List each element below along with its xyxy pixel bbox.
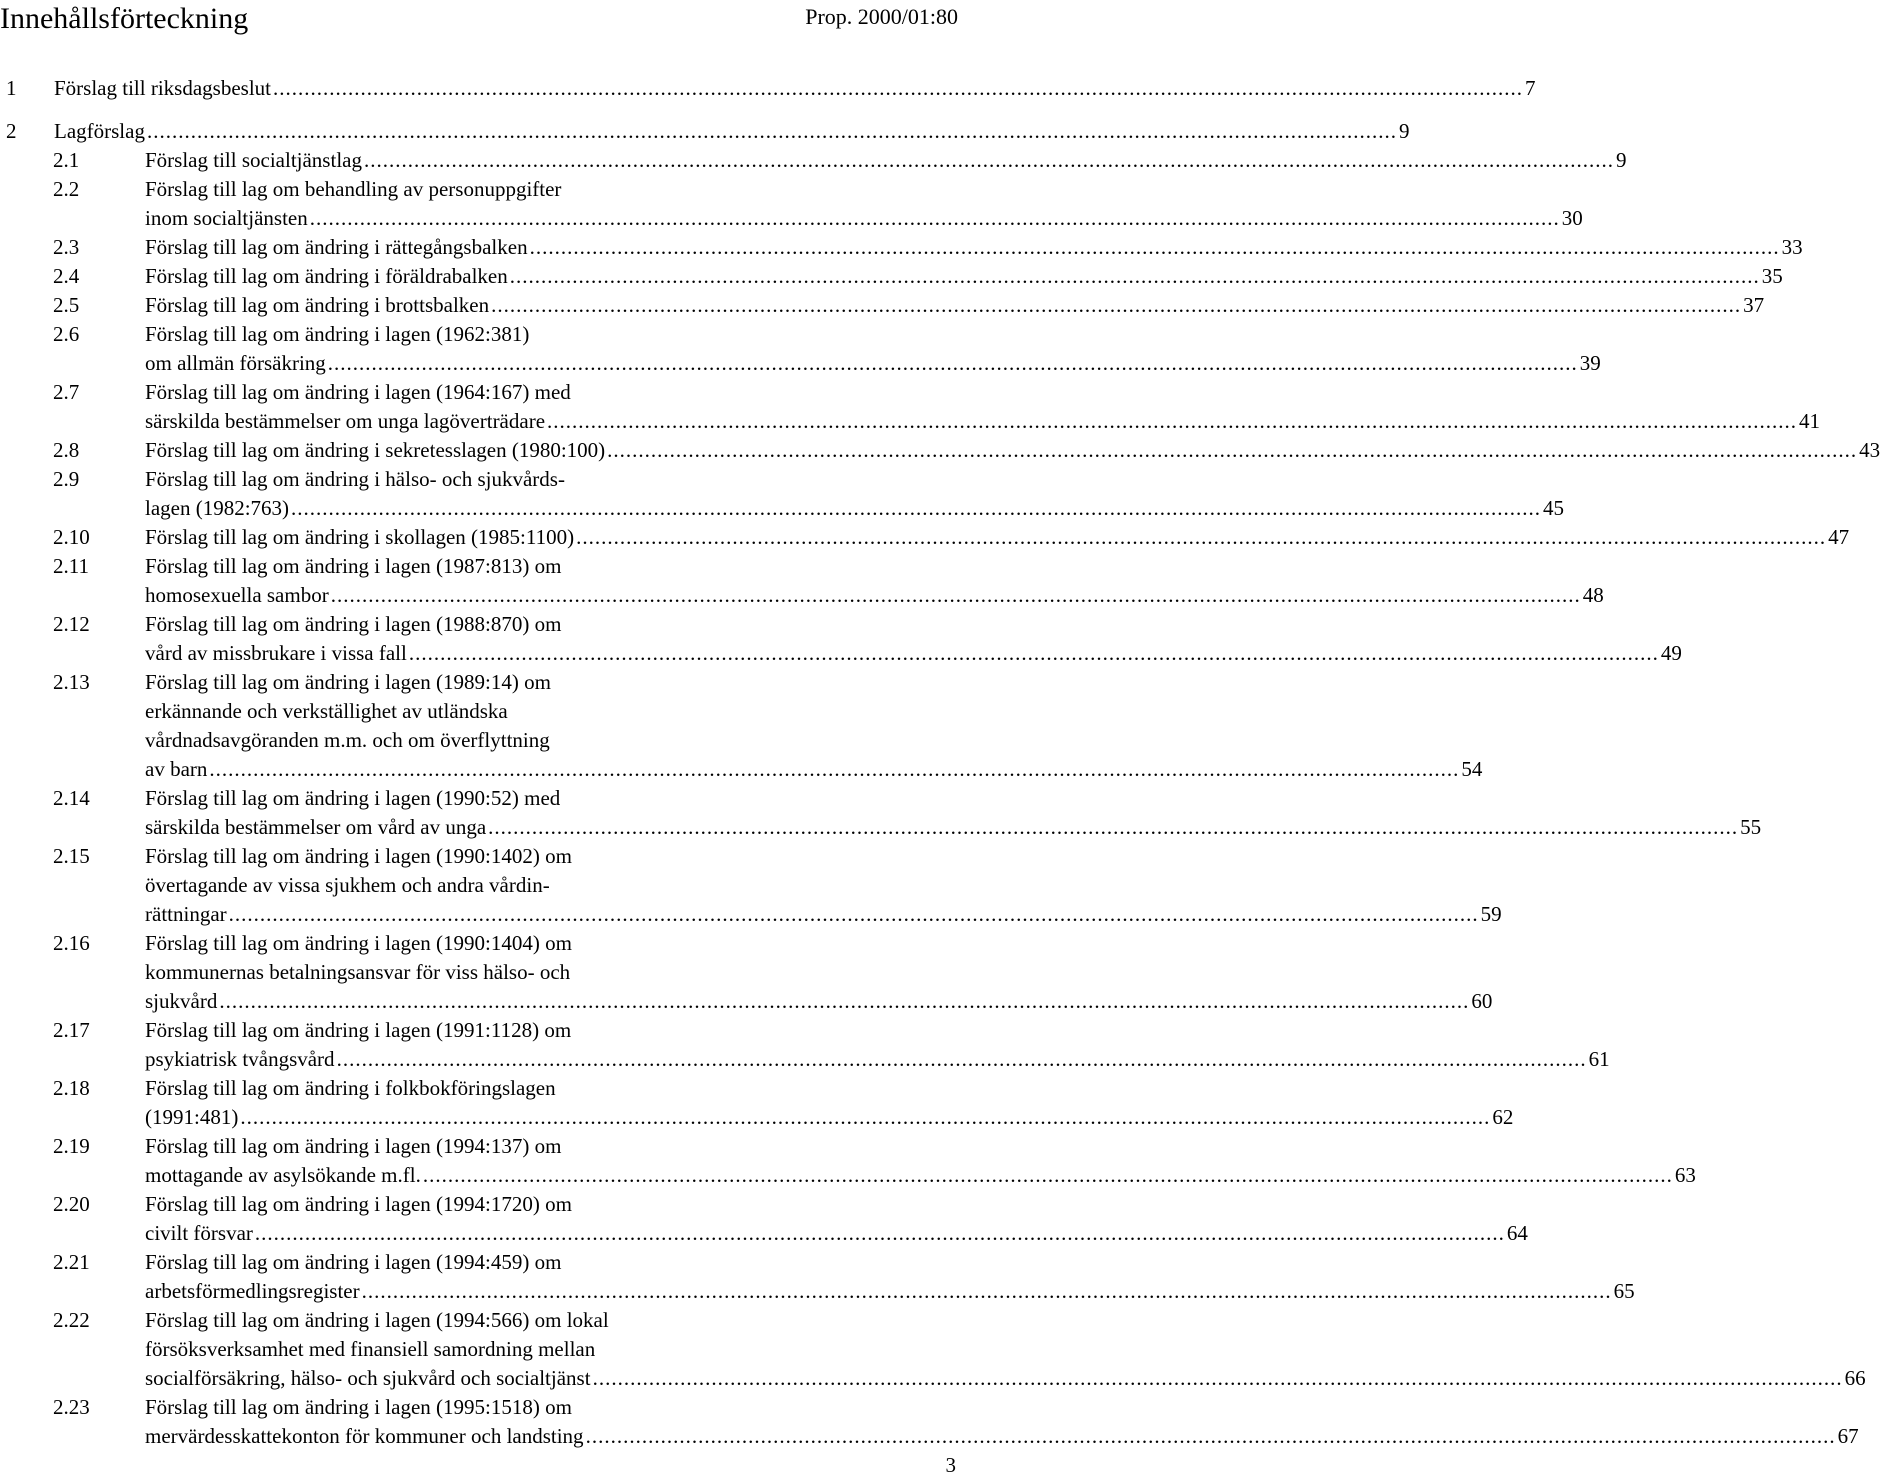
toc-entry-text: Förslag till lag om ändring i lagen (1987:813) om	[145, 554, 562, 578]
toc-entry-text: försöksverksamhet med finansiell samordning mellan	[145, 1337, 596, 1361]
toc-page-number: 49	[1660, 641, 1682, 665]
table-of-contents	[0, 74, 1880, 1451]
toc-entry-number: 2.11	[53, 554, 89, 578]
toc-entry[interactable]	[0, 175, 1583, 233]
toc-entry[interactable]	[0, 610, 1682, 668]
toc-entry-text: mervärdesskattekonton för kommuner och landsting	[145, 1424, 584, 1448]
toc-entry-number: 2.10	[53, 525, 90, 549]
toc-entry-text: Förslag till lag om ändring i lagen (1964:167) med	[145, 380, 571, 404]
dot-leader: ........................................................................................................................................................................................................	[585, 1424, 1836, 1448]
dot-leader: ........................................................................................................................................................................................................	[363, 148, 1614, 172]
toc-entry[interactable]	[0, 1248, 1635, 1306]
toc-entry-text: psykiatrisk tvångsvård	[145, 1047, 335, 1071]
toc-entry[interactable]	[0, 378, 1821, 436]
toc-entry[interactable]	[0, 320, 1601, 378]
page-number: 3	[945, 1453, 956, 1477]
toc-entry-text: Förslag till lag om ändring i lagen (1994:137) om	[145, 1134, 562, 1158]
toc-entry-text: kommunernas betalningsansvar för viss hälso- och	[145, 960, 571, 984]
toc-entry-text: Förslag till lag om ändring i lagen (1989:14) om	[145, 670, 551, 694]
dot-leader: ........................................................................................................................................................................................................	[209, 757, 1460, 781]
toc-page-number: 39	[1579, 351, 1601, 375]
toc-entry-number: 2.9	[53, 467, 80, 491]
toc-entry[interactable]	[0, 929, 1493, 1016]
toc-entry[interactable]	[0, 146, 1627, 175]
dot-leader: ........................................................................................................................................................................................................	[336, 1047, 1587, 1071]
dot-leader: ........................................................................................................................................................................................................	[330, 583, 1581, 607]
dot-leader: ........................................................................................................................................................................................................	[576, 525, 1827, 549]
dot-leader: ........................................................................................................................................................................................................	[228, 902, 1479, 926]
toc-entry[interactable]	[0, 74, 1536, 103]
toc-entry-number: 2.18	[53, 1076, 90, 1100]
toc-page-number: 9	[1398, 119, 1410, 143]
toc-entry-number: 2.14	[53, 786, 90, 810]
toc-entry-text: Förslag till lag om ändring i lagen (1994:459) om	[145, 1250, 562, 1274]
toc-page-number: 33	[1781, 235, 1803, 259]
dot-leader: ........................................................................................................................................................................................................	[408, 641, 1659, 665]
toc-entry-text: Förslag till lag om ändring i lagen (1994:566) om lokal	[145, 1308, 609, 1332]
toc-entry-text: särskilda bestämmelser om unga lagöverträdare	[145, 409, 546, 433]
dot-leader: ........................................................................................................................................................................................................	[254, 1221, 1505, 1245]
toc-entry-number: 2.23	[53, 1395, 90, 1419]
toc-entry-text: av barn	[145, 757, 208, 781]
toc-entry-text: sjukvård	[145, 989, 218, 1013]
toc-entry-text: Förslag till lag om ändring i lagen (1995:1518) om	[145, 1395, 572, 1419]
toc-entry-text: (1991:481)	[145, 1105, 239, 1129]
dot-leader: ........................................................................................................................................................................................................	[219, 989, 1470, 1013]
toc-entry[interactable]	[0, 552, 1604, 610]
toc-entry[interactable]	[0, 668, 1483, 784]
toc-page-number: 7	[1525, 76, 1536, 100]
dot-leader: ........................................................................................................................................................................................................	[488, 815, 1739, 839]
toc-entry-text: Förslag till riksdagsbeslut	[54, 76, 271, 100]
toc-page-number: 45	[1543, 496, 1565, 520]
toc-entry-text: om allmän försäkring	[145, 351, 326, 375]
toc-page-number: 55	[1740, 815, 1762, 839]
toc-page-number: 60	[1471, 989, 1493, 1013]
toc-entry[interactable]	[0, 1016, 1610, 1074]
toc-entry-text: erkännande och verkställighet av utländska	[145, 699, 508, 723]
toc-entry-text: Förslag till lag om ändring i lagen (1990:52) med	[145, 786, 561, 810]
dot-leader: ........................................................................................................................................................................................................	[592, 1366, 1843, 1390]
toc-entry[interactable]	[0, 1074, 1514, 1132]
toc-entry-text: Förslag till lag om ändring i hälso- och sjukvårds-	[145, 467, 565, 491]
toc-entry-text: vårdnadsavgöranden m.m. och om överflyttning	[145, 728, 550, 752]
toc-page-number: 37	[1743, 293, 1765, 317]
toc-entry-number: 2.16	[53, 931, 90, 955]
toc-entry-number: 2.4	[53, 264, 80, 288]
toc-page-number: 64	[1506, 1221, 1528, 1245]
toc-entry-number: 2.12	[53, 612, 90, 636]
toc-entry-text: inom socialtjänsten	[145, 206, 308, 230]
dot-leader: ........................................................................................................................................................................................................	[547, 409, 1798, 433]
toc-entry[interactable]	[0, 842, 1502, 929]
dot-leader: ........................................................................................................................................................................................................	[291, 496, 1542, 520]
toc-page-number: 62	[1492, 1105, 1514, 1129]
toc-page-number: 48	[1582, 583, 1604, 607]
toc-entry-text: Förslag till socialtjänstlag	[145, 148, 362, 172]
toc-entry-text: Förslag till lag om ändring i rättegångsbalken	[145, 235, 528, 259]
toc-entry-text: Förslag till lag om behandling av personuppgifter	[145, 177, 562, 201]
toc-page-number: 47	[1828, 525, 1850, 549]
toc-page-number: 41	[1799, 409, 1821, 433]
toc-entry-number: 2.6	[53, 322, 80, 346]
toc-page-number: 43	[1859, 438, 1880, 462]
dot-leader: ........................................................................................................................................................................................................	[146, 119, 1397, 143]
toc-entry-text: Förslag till lag om ändring i lagen (1994:1720) om	[145, 1192, 572, 1216]
toc-entry[interactable]	[0, 291, 1765, 320]
toc-entry-text: Lagförslag	[54, 119, 145, 143]
toc-entry-number: 2.22	[53, 1308, 90, 1332]
toc-entry-text: homosexuella sambor	[145, 583, 329, 607]
dot-leader: ........................................................................................................................................................................................................	[607, 438, 1858, 462]
toc-entry[interactable]	[0, 1306, 1866, 1393]
toc-entry-text: särskilda bestämmelser om vård av unga	[145, 815, 487, 839]
toc-entry-text: mottagande av asylsökande m.fl.	[145, 1163, 421, 1187]
toc-page-number: 59	[1480, 902, 1502, 926]
toc-page-number: 67	[1837, 1424, 1859, 1448]
dot-leader: ........................................................................................................................................................................................................	[529, 235, 1780, 259]
toc-entry-text: lagen (1982:763)	[145, 496, 290, 520]
toc-entry-text: Förslag till lag om ändring i sekretesslagen (1980:100)	[145, 438, 606, 462]
toc-entry-number: 1	[6, 76, 17, 100]
dot-leader: ........................................................................................................................................................................................................	[361, 1279, 1612, 1303]
toc-page-number: 61	[1588, 1047, 1610, 1071]
document-reference: Prop. 2000/01:80	[805, 4, 958, 29]
dot-leader: ........................................................................................................................................................................................................	[491, 293, 1742, 317]
toc-entry-number: 2.21	[53, 1250, 90, 1274]
toc-entry-text: Förslag till lag om ändring i lagen (1990:1402) om	[145, 844, 572, 868]
toc-page-number: 65	[1613, 1279, 1635, 1303]
toc-entry-text: Förslag till lag om ändring i lagen (1991:1128) om	[145, 1018, 572, 1042]
toc-entry[interactable]	[0, 1132, 1696, 1190]
toc-page-number: 63	[1674, 1163, 1696, 1187]
toc-entry[interactable]	[0, 262, 1783, 291]
toc-entry-text: vård av missbrukare i vissa fall	[145, 641, 407, 665]
toc-entry[interactable]	[0, 784, 1762, 842]
toc-entry-number: 2	[6, 119, 17, 143]
toc-entry-number: 2.3	[53, 235, 80, 259]
toc-entry-text: övertagande av vissa sjukhem och andra vårdin-	[145, 873, 550, 897]
toc-entry[interactable]	[0, 1393, 1859, 1451]
toc-entry-number: 2.7	[53, 380, 80, 404]
toc-entry[interactable]	[0, 233, 1803, 262]
dot-leader: ........................................................................................................................................................................................................	[309, 206, 1560, 230]
toc-entry-text: civilt försvar	[145, 1221, 253, 1245]
toc-page-number: 30	[1561, 206, 1583, 230]
page-title: Innehållsförteckning	[0, 2, 249, 35]
toc-page-number: 9	[1615, 148, 1627, 172]
toc-page-number: 66	[1844, 1366, 1866, 1390]
toc-entry[interactable]	[0, 117, 1410, 146]
toc-entry-text: Förslag till lag om ändring i lagen (1962:381)	[145, 322, 530, 346]
toc-entry-number: 2.15	[53, 844, 90, 868]
dot-leader: ........................................................................................................................................................................................................	[422, 1163, 1673, 1187]
toc-entry-text: Förslag till lag om ändring i föräldrabalken	[145, 264, 508, 288]
dot-leader: ........................................................................................................................................................................................................	[327, 351, 1578, 375]
toc-entry[interactable]	[0, 436, 1880, 465]
toc-entry-text: Förslag till lag om ändring i lagen (1988:870) om	[145, 612, 562, 636]
toc-entry-number: 2.1	[53, 148, 80, 172]
dot-leader: ........................................................................................................................................................................................................	[509, 264, 1760, 288]
toc-entry-number: 2.19	[53, 1134, 90, 1158]
toc-entry-text: arbetsförmedlingsregister	[145, 1279, 360, 1303]
toc-entry-number: 2.2	[53, 177, 80, 201]
toc-entry[interactable]	[0, 523, 1850, 552]
toc-entry-text: Förslag till lag om ändring i skollagen (1985:1100)	[145, 525, 575, 549]
dot-leader: ........................................................................................................................................................................................................	[240, 1105, 1491, 1129]
toc-entry-text: rättningar	[145, 902, 227, 926]
toc-entry-number: 2.5	[53, 293, 80, 317]
toc-entry-number: 2.20	[53, 1192, 90, 1216]
toc-entry[interactable]	[0, 1190, 1528, 1248]
toc-entry-number: 2.8	[53, 438, 80, 462]
toc-entry-text: Förslag till lag om ändring i folkbokföringslagen	[145, 1076, 556, 1100]
toc-entry-text: Förslag till lag om ändring i brottsbalken	[145, 293, 490, 317]
toc-entry-number: 2.17	[53, 1018, 90, 1042]
toc-entry-text: Förslag till lag om ändring i lagen (1990:1404) om	[145, 931, 572, 955]
toc-entry-number: 2.13	[53, 670, 90, 694]
toc-page-number: 35	[1761, 264, 1783, 288]
toc-entry[interactable]	[0, 465, 1565, 523]
toc-page-number: 54	[1461, 757, 1483, 781]
toc-entry-text: socialförsäkring, hälso- och sjukvård och socialtjänst	[145, 1366, 591, 1390]
dot-leader: ........................................................................................................................................................................................................	[273, 76, 1523, 100]
